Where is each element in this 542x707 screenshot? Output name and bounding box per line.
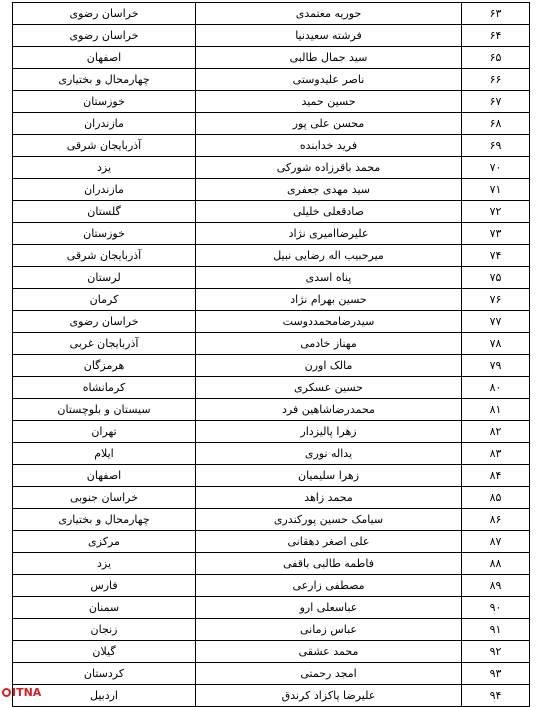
person-name-cell: مالک اورن: [196, 355, 462, 377]
row-number-cell: ۸۹: [462, 575, 530, 597]
province-cell: لرستان: [13, 267, 196, 289]
table-row: [13, 465, 530, 487]
province-cell: خراسان رضوی: [13, 25, 196, 47]
person-name-cell: سید جمال طالبی: [196, 47, 462, 69]
person-name-cell: فرید خدابنده: [196, 135, 462, 157]
province-cell: مرکزی: [13, 531, 196, 553]
table-row: [13, 509, 530, 531]
province-cell: سمنان: [13, 597, 196, 619]
table-row: [13, 113, 530, 135]
row-number-cell: ۷۸: [462, 333, 530, 355]
province-cell: خراسان جنوبی: [13, 487, 196, 509]
person-name-cell: مهناز خادمی: [196, 333, 462, 355]
table-row: [13, 421, 530, 443]
row-number-cell: ۸۵: [462, 487, 530, 509]
person-name-cell: علیرضاامیری نژاد: [196, 223, 462, 245]
row-number-cell: ۹۰: [462, 597, 530, 619]
row-number-cell: ۷۴: [462, 245, 530, 267]
table-row: [13, 289, 530, 311]
row-number-cell: ۸۶: [462, 509, 530, 531]
province-cell: یزد: [13, 157, 196, 179]
row-number-cell: ۶۳: [462, 3, 530, 25]
person-name-cell: فاطمه طالبی باقفی: [196, 553, 462, 575]
row-number-cell: ۹۱: [462, 619, 530, 641]
row-number-cell: ۹۳: [462, 663, 530, 685]
province-cell: هرمزگان: [13, 355, 196, 377]
province-cell: آذربایجان شرقی: [13, 135, 196, 157]
province-cell: آذربایجان شرقی: [13, 245, 196, 267]
table-row: [13, 25, 530, 47]
person-name-cell: علیرضا پاکزاد کرندق: [196, 685, 462, 707]
province-cell: کرمان: [13, 289, 196, 311]
table-row: [13, 333, 530, 355]
person-name-cell: زهرا پالیزدار: [196, 421, 462, 443]
person-name-cell: محمد زاهد: [196, 487, 462, 509]
row-number-cell: ۸۱: [462, 399, 530, 421]
row-number-cell: ۸۴: [462, 465, 530, 487]
table-row: [13, 399, 530, 421]
table-row: [13, 267, 530, 289]
table-row: [13, 157, 530, 179]
row-number-cell: ۷۷: [462, 311, 530, 333]
table-row: [13, 3, 530, 25]
person-name-cell: زهرا سلیمیان: [196, 465, 462, 487]
person-name-cell: محمد عشقی: [196, 641, 462, 663]
person-name-cell: حسین حمید: [196, 91, 462, 113]
person-name-cell: سید مهدی جعفری: [196, 179, 462, 201]
person-name-cell: ناصر علیدوستی: [196, 69, 462, 91]
row-number-cell: ۹۴: [462, 685, 530, 707]
person-name-cell: سیامک حسین پورکندری: [196, 509, 462, 531]
province-cell: تهران: [13, 421, 196, 443]
row-number-cell: ۶۸: [462, 113, 530, 135]
person-name-cell: صادقعلی خلیلی: [196, 201, 462, 223]
logo-ring-icon: [2, 688, 11, 697]
province-cell: خوزستان: [13, 91, 196, 113]
province-cell: خراسان رضوی: [13, 3, 196, 25]
table-row: [13, 311, 530, 333]
person-name-cell: سیدرضامحمددوست: [196, 311, 462, 333]
table-row: [13, 619, 530, 641]
person-name-cell: پناه اسدی: [196, 267, 462, 289]
row-number-cell: ۶۵: [462, 47, 530, 69]
table-row: [13, 685, 530, 707]
province-cell: گیلان: [13, 641, 196, 663]
person-name-cell: میرحبیب اله رضایی نبیل: [196, 245, 462, 267]
person-name-cell: عباس زمانی: [196, 619, 462, 641]
province-cell: اصفهان: [13, 47, 196, 69]
table-row: [13, 487, 530, 509]
row-number-cell: ۷۵: [462, 267, 530, 289]
table-row: [13, 91, 530, 113]
person-name-cell: امجد رحمتی: [196, 663, 462, 685]
table-row: [13, 355, 530, 377]
row-number-cell: ۶۷: [462, 91, 530, 113]
table-row: [13, 47, 530, 69]
row-number-cell: ۶۴: [462, 25, 530, 47]
table-row: [13, 245, 530, 267]
person-name-cell: حسین بهرام نژاد: [196, 289, 462, 311]
row-number-cell: ۷۱: [462, 179, 530, 201]
row-number-cell: ۸۳: [462, 443, 530, 465]
row-number-cell: ۷۹: [462, 355, 530, 377]
person-name-cell: محمدرضاشاهین فرد: [196, 399, 462, 421]
province-cell: خراسان رضوی: [13, 311, 196, 333]
province-cell: فارس: [13, 575, 196, 597]
province-cell: گلستان: [13, 201, 196, 223]
row-number-cell: ۹۲: [462, 641, 530, 663]
province-cell: آذربایجان غربی: [13, 333, 196, 355]
row-number-cell: ۸۸: [462, 553, 530, 575]
person-name-cell: عباسعلی ارو: [196, 597, 462, 619]
roster-table-body: [13, 3, 530, 707]
province-cell: مازندران: [13, 179, 196, 201]
table-row: [13, 663, 530, 685]
row-number-cell: ۶۹: [462, 135, 530, 157]
province-cell: کرمانشاه: [13, 377, 196, 399]
table-row: [13, 201, 530, 223]
logo-text: ITNA: [12, 685, 42, 699]
province-cell: اردبیل: [13, 685, 196, 707]
table-row: [13, 377, 530, 399]
province-cell: اصفهان: [13, 465, 196, 487]
row-number-cell: ۷۲: [462, 201, 530, 223]
table-row: [13, 69, 530, 91]
person-name-cell: علی اصغر دهقانی: [196, 531, 462, 553]
province-cell: کردستان: [13, 663, 196, 685]
person-name-cell: محسن علی پور: [196, 113, 462, 135]
province-cell: خوزستان: [13, 223, 196, 245]
person-name-cell: محمد باقرزاده شورکی: [196, 157, 462, 179]
row-number-cell: ۸۷: [462, 531, 530, 553]
province-cell: مازندران: [13, 113, 196, 135]
itna-logo: [2, 684, 41, 700]
province-cell: یزد: [13, 553, 196, 575]
person-name-cell: حسین عسکری: [196, 377, 462, 399]
table-row: [13, 597, 530, 619]
row-number-cell: ۷۶: [462, 289, 530, 311]
table-row: [13, 553, 530, 575]
table-row: [13, 179, 530, 201]
table-row: [13, 443, 530, 465]
row-number-cell: ۷۰: [462, 157, 530, 179]
province-cell: ایلام: [13, 443, 196, 465]
row-number-cell: ۷۳: [462, 223, 530, 245]
table-row: [13, 135, 530, 157]
province-cell: سیستان و بلوچستان: [13, 399, 196, 421]
table-row: [13, 641, 530, 663]
row-number-cell: ۸۰: [462, 377, 530, 399]
roster-table: [12, 2, 530, 707]
table-row: [13, 575, 530, 597]
table-row: [13, 223, 530, 245]
province-cell: زنجان: [13, 619, 196, 641]
person-name-cell: مصطفی زارعی: [196, 575, 462, 597]
person-name-cell: یداله نوری: [196, 443, 462, 465]
row-number-cell: ۸۲: [462, 421, 530, 443]
province-cell: چهارمحال و بختیاری: [13, 509, 196, 531]
person-name-cell: فرشته سعیدنیا: [196, 25, 462, 47]
province-cell: چهارمحال و بختیاری: [13, 69, 196, 91]
person-name-cell: حوریه معتمدی: [196, 3, 462, 25]
table-row: [13, 531, 530, 553]
row-number-cell: ۶۶: [462, 69, 530, 91]
